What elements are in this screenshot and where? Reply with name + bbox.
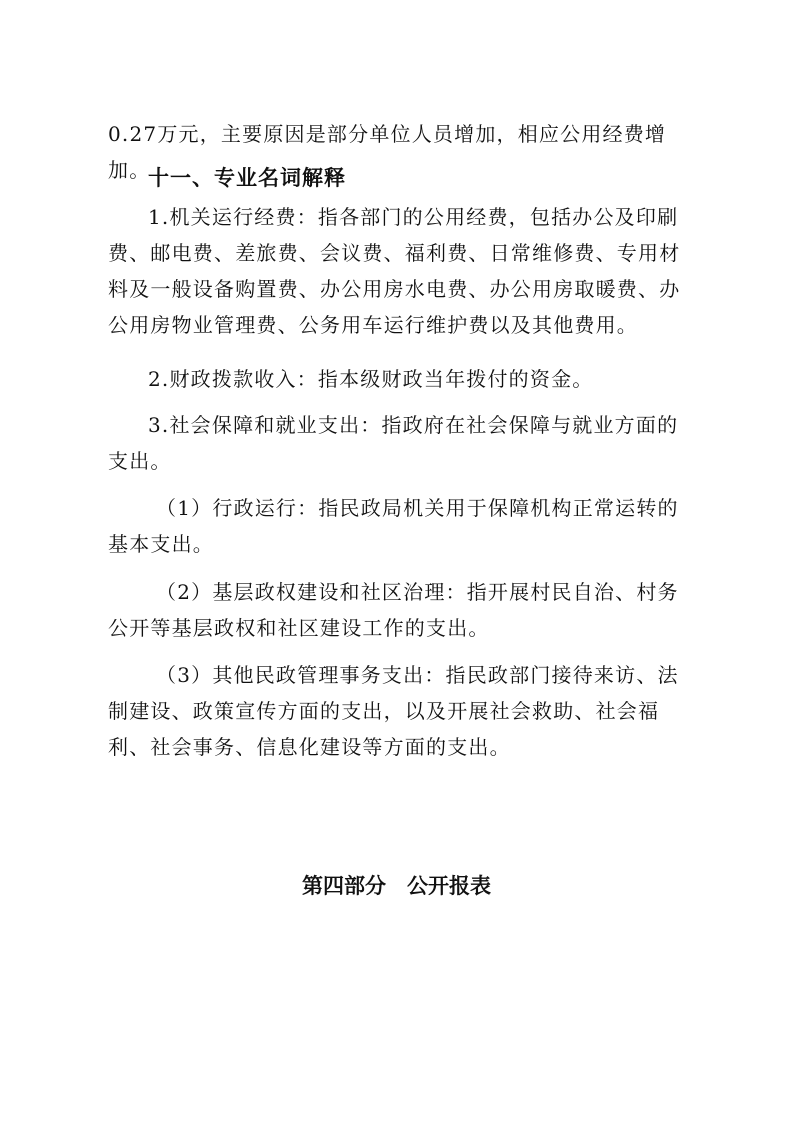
- intro-paragraph: 0.27万元，主要原因是部分单位人员增加，相应公用经费增加。: [108, 122, 667, 182]
- term-paragraph-2: 2.财政拨款收入：指本级财政当年拨付的资金。: [148, 367, 594, 391]
- term-paragraph-3: 3.社会保障和就业支出：指政府在社会保障与就业方面的支出。: [108, 413, 679, 473]
- term-paragraph-3-3: （3）其他民政管理事务支出：指民政部门接待来访、法制建设、政策宣传方面的支出，以及开展社会救助、社会福利、社会事务、信息化建设等方面的支出。: [108, 663, 679, 759]
- part-four-title: 第四部分 公开报表: [302, 874, 491, 898]
- term-paragraph-3-2: （2）基层政权建设和社区治理：指开展村民自治、村务公开等基层政权和社区建设工作的支出。: [108, 580, 679, 640]
- section-heading-terms: 十一、专业名词解释: [148, 166, 346, 190]
- term-paragraph-3-1: （1）行政运行：指民政局机关用于保障机构正常运转的基本支出。: [108, 496, 679, 556]
- term-paragraph-1: 1.机关运行经费：指各部门的公用经费，包括办公及印刷费、邮电费、差旅费、会议费、福利费、日常维修费、专用材料及一般设备购置费、办公用房水电费、办公用房取暖费、办公用房物业管理费、公务用车运行维护费以及其他费用。: [108, 205, 681, 337]
